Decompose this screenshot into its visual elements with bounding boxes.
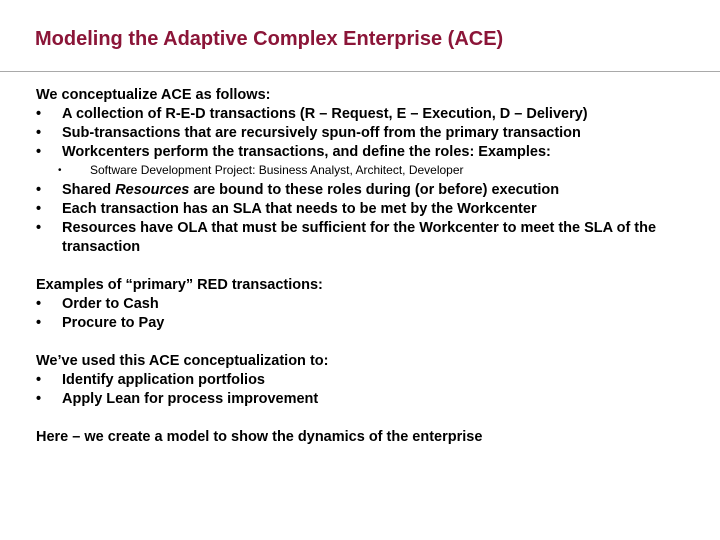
emphasis-resources: Resources	[115, 182, 190, 198]
bullet-icon: •	[36, 372, 42, 388]
bullet-icon: •	[36, 220, 42, 236]
list-item-text: Each transaction has an SLA that needs to be met by the Workcenter	[62, 201, 537, 217]
list-item	[36, 105, 686, 124]
slide-body	[36, 86, 686, 447]
list-item-text: Identify application portfolios	[62, 372, 265, 388]
list-item-text: Sub-transactions that are recursively spun-off from the primary transaction	[62, 125, 581, 141]
list-item-text: Resources have OLA that must be sufficient for the Workcenter to meet the SLA of the transaction	[62, 220, 657, 255]
bullet-icon: •	[36, 315, 42, 331]
list-item	[36, 295, 686, 314]
list-item-text: Apply Lean for process improvement	[62, 391, 319, 407]
section1-heading: We conceptualize ACE as follows:	[36, 87, 271, 103]
list-item-text: Shared Resources are bound to these roles during (or before) execution	[62, 182, 560, 198]
list-item-text: Workcenters perform the transactions, and define the roles: Examples:	[62, 144, 551, 160]
closing-statement: Here – we create a model to show the dynamics of the enterprise	[36, 429, 483, 445]
list-item	[36, 314, 686, 333]
sub-list-item	[36, 162, 686, 179]
list-item	[36, 181, 686, 200]
spacer	[36, 257, 686, 276]
bullet-icon: •	[36, 182, 42, 198]
slide-title: Modeling the Adaptive Complex Enterprise (ACE)	[35, 28, 504, 50]
bullet-icon: •	[36, 144, 42, 160]
list-item-text: Order to Cash	[62, 296, 159, 312]
sub-list-item-text: Software Development Project: Business Analyst, Architect, Developer	[90, 163, 464, 177]
title-divider	[0, 71, 720, 72]
list-item	[36, 390, 686, 409]
bullet-icon: •	[36, 296, 42, 312]
list-item	[36, 124, 686, 143]
list-item	[36, 143, 686, 162]
list-item	[36, 371, 686, 390]
bullet-icon: •	[36, 201, 42, 217]
spacer	[36, 409, 686, 428]
list-item-text: A collection of R-E-D transactions (R – Request, E – Execution, D – Delivery)	[62, 106, 588, 122]
bullet-icon: •	[36, 391, 42, 407]
bullet-icon: •	[36, 106, 42, 122]
bullet-icon: •	[36, 125, 42, 141]
section2-heading: Examples of “primary” RED transactions:	[36, 277, 323, 293]
section3-heading: We’ve used this ACE conceptualization to:	[36, 353, 329, 369]
spacer	[36, 333, 686, 352]
list-item-text: Procure to Pay	[62, 315, 165, 331]
sub-bullet-icon: •	[58, 165, 62, 176]
list-item	[36, 219, 686, 257]
list-item	[36, 200, 686, 219]
